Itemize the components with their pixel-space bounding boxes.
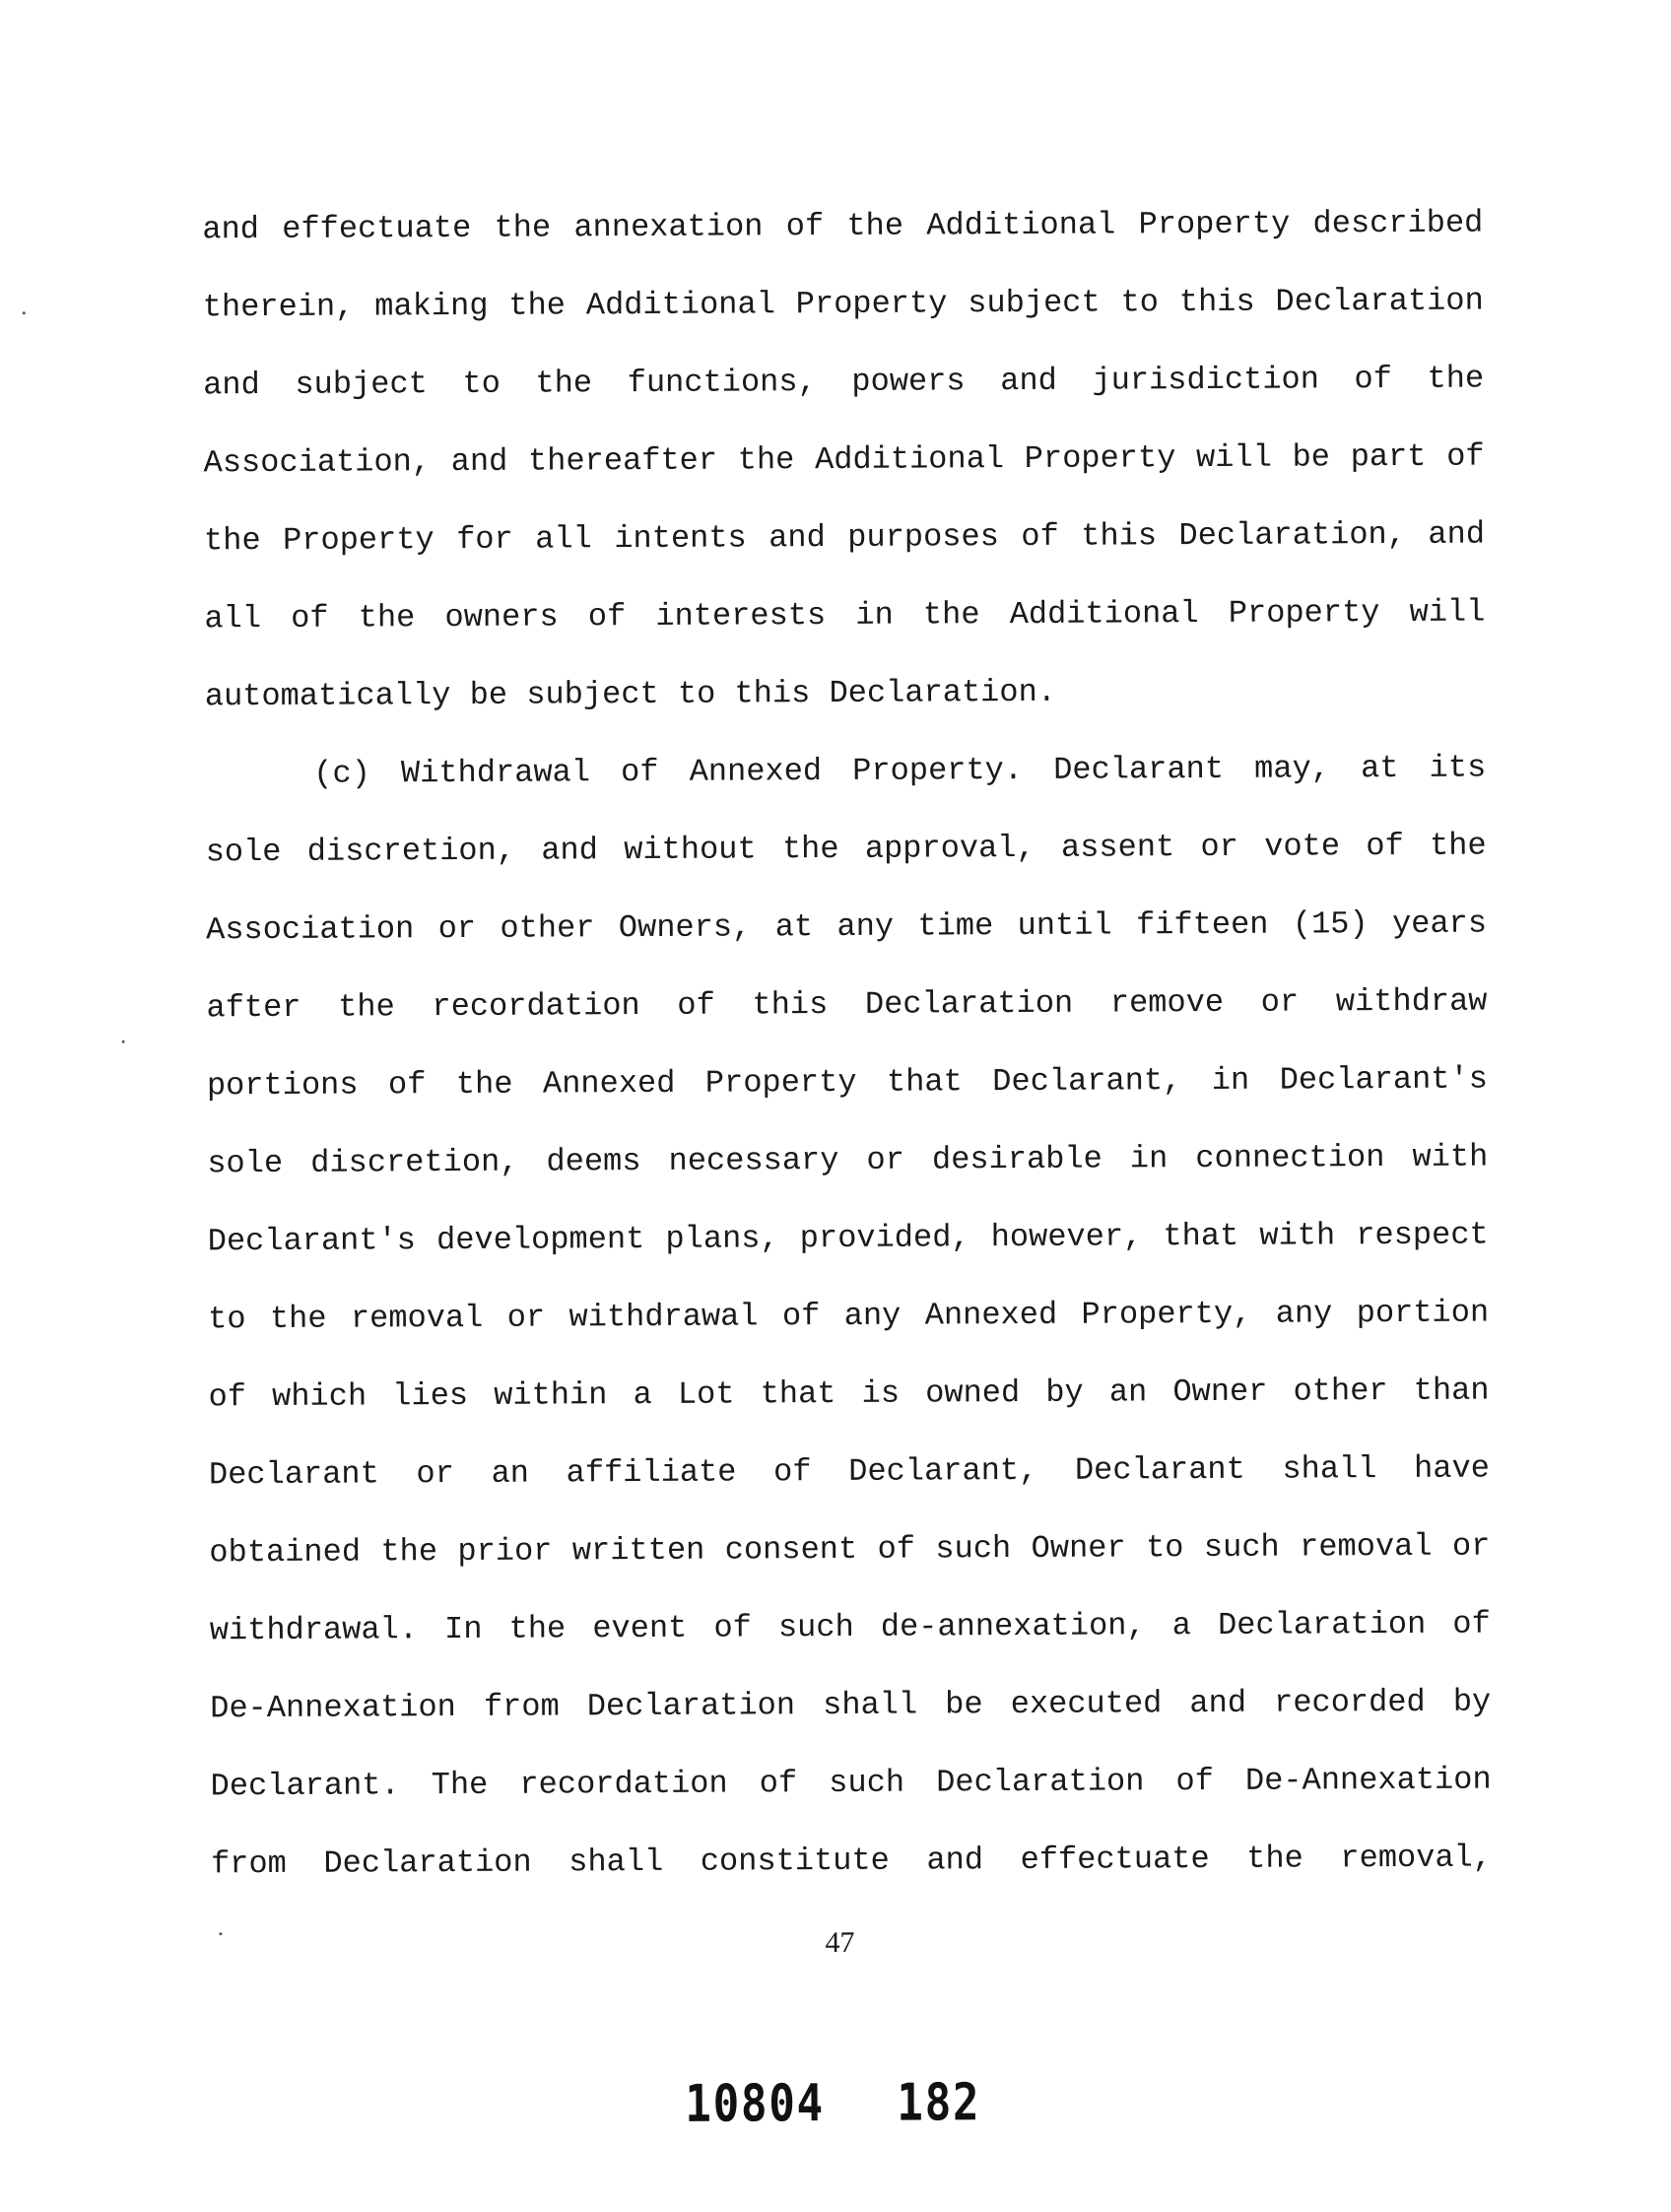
- text-line: withdrawal. In the event of such de-annexation, a Declaration of: [209, 1605, 1491, 1649]
- text-line: after the recordation of this Declaration remove or withdraw: [206, 982, 1488, 1027]
- text-line: therein, making the Additional Property subject to this Declaration: [202, 282, 1484, 326]
- text-line: Association, and thereafter the Additional Property will be part of: [203, 437, 1485, 482]
- text-line: the Property for all intents and purposes of this Declaration, and: [203, 515, 1486, 560]
- text-line: and subject to the functions, powers and jurisdiction of the: [203, 360, 1485, 404]
- recording-book-number: 10804: [685, 2074, 826, 2134]
- scan-speck: [122, 1040, 125, 1043]
- text-line: Declarant. The recordation of such Declaration of De-Annexation: [210, 1761, 1492, 1805]
- text-line: portions of the Annexed Property that Declarant, in Declarant's: [206, 1060, 1488, 1105]
- text-line: of which lies within a Lot that is owned by an Owner other than: [208, 1372, 1490, 1416]
- text-line: sole discretion, and without the approval, assent or vote of the: [205, 827, 1487, 871]
- text-line: to the removal or withdrawal of any Annexed Property, any portion: [208, 1294, 1490, 1338]
- text-line: obtained the prior written consent of such Owner to such removal or: [209, 1527, 1491, 1572]
- page-number: 47: [825, 1925, 855, 1960]
- scan-speck: [23, 311, 26, 314]
- text-line: all of the owners of interests in the Additional Property will: [204, 593, 1486, 637]
- text-line: and effectuate the annexation of the Additional Property described: [202, 204, 1484, 248]
- recording-page-number: 182: [897, 2073, 981, 2133]
- text-line: sole discretion, deems necessary or desirable in connection with: [207, 1138, 1489, 1182]
- scan-speck: [219, 1932, 222, 1935]
- body-text: [202, 199, 1492, 1918]
- text-line: Association or other Owners, at any time until fifteen (15) years: [205, 905, 1488, 949]
- text-line: De-Annexation from Declaration shall be executed and recorded by: [210, 1683, 1492, 1727]
- text-line: automatically be subject to this Declaration.: [204, 673, 1057, 715]
- section-heading-line: (c) Withdrawal of Annexed Property. Declarant may, at its: [313, 749, 1487, 792]
- text-line: from Declaration shall constitute and effectuate the removal,: [210, 1839, 1493, 1883]
- text-line: Declarant or an affiliate of Declarant, Declarant shall have: [208, 1449, 1491, 1494]
- text-line: Declarant's development plans, provided, however, that with respect: [207, 1216, 1489, 1260]
